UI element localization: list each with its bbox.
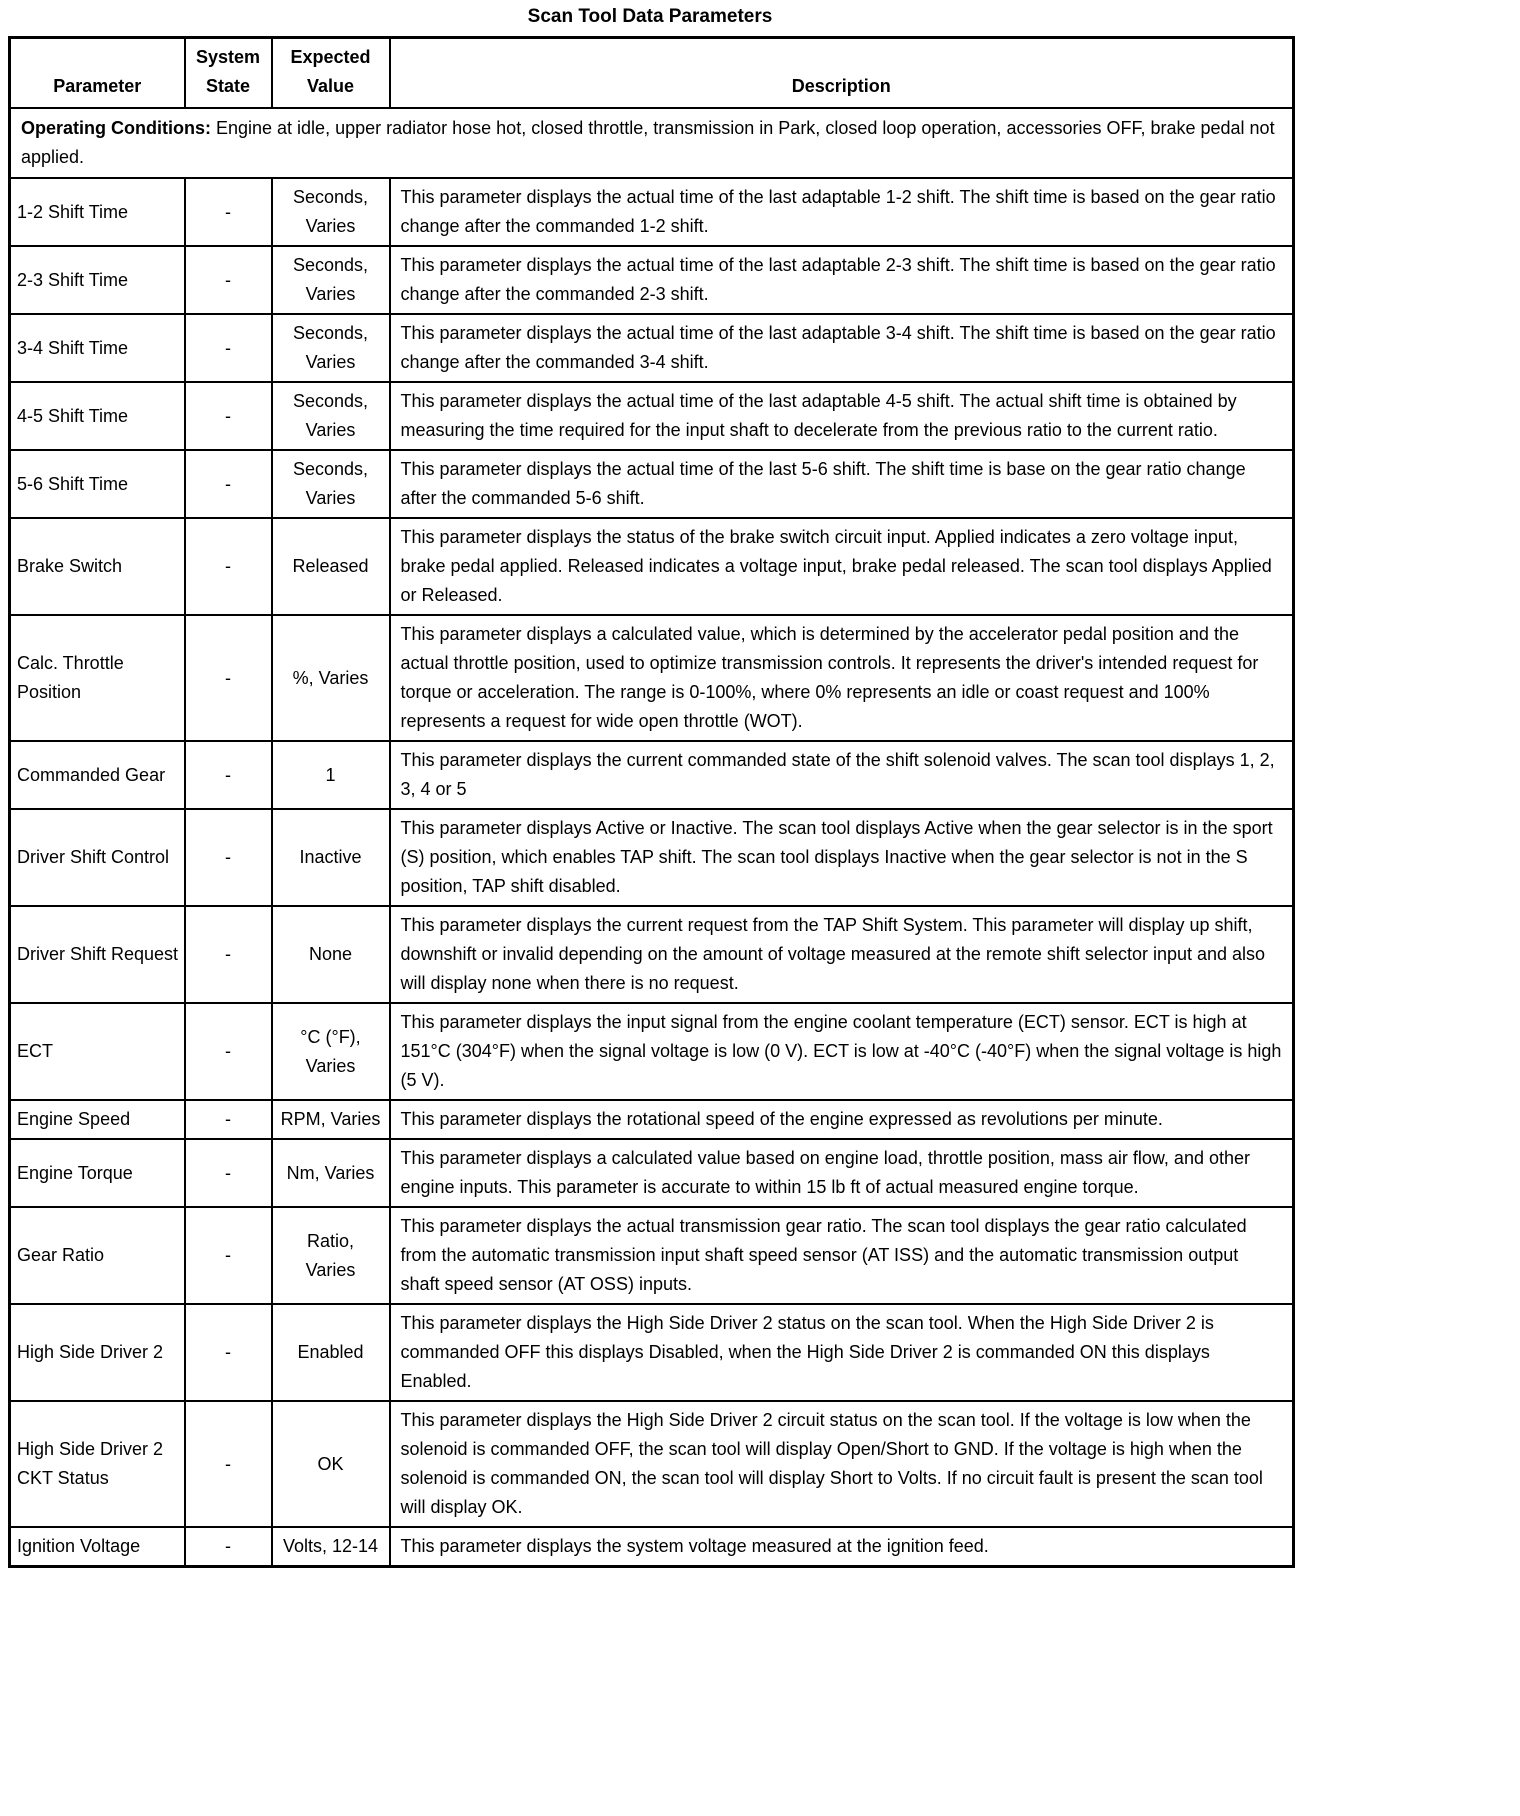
system-state-cell: - xyxy=(185,1100,272,1139)
system-state-cell: - xyxy=(185,1207,272,1304)
expected-value-cell: None xyxy=(272,906,390,1003)
parameter-cell: Driver Shift Control xyxy=(10,809,185,906)
description-cell: This parameter displays the actual time of the last adaptable 1-2 shift. The shift time is based on the gear ratio change after the commanded 1-2 shift. xyxy=(390,178,1294,246)
header-system-state: System State xyxy=(185,38,272,109)
expected-value-cell: Ratio, Varies xyxy=(272,1207,390,1304)
description-cell: This parameter displays a calculated value based on engine load, throttle position, mass air flow, and other engine inputs. This parameter is accurate to within 15 lb ft of actual measured engine torque. xyxy=(390,1139,1294,1207)
table-row xyxy=(10,178,1294,246)
system-state-cell: - xyxy=(185,450,272,518)
page-title: Scan Tool Data Parameters xyxy=(527,6,773,27)
system-state-cell: - xyxy=(185,518,272,615)
expected-value-cell: OK xyxy=(272,1401,390,1527)
description-cell: This parameter displays the current request from the TAP Shift System. This parameter will display up shift, downshift or invalid depending on the amount of voltage measured at the remote shift selector input and also will display none when there is no request. xyxy=(390,906,1294,1003)
system-state-cell: - xyxy=(185,1527,272,1567)
parameter-cell: 3-4 Shift Time xyxy=(10,314,185,382)
table-row xyxy=(10,741,1294,809)
operating-conditions-cell xyxy=(10,108,1294,178)
parameter-cell: Commanded Gear xyxy=(10,741,185,809)
description-cell: This parameter displays the High Side Driver 2 circuit status on the scan tool. If the voltage is low when the solenoid is commanded OFF, the scan tool will display Open/Short to GND. If the voltage is high when the solenoid is commanded ON, the scan tool will display Short to Volts. If no circuit fault is present the scan tool will display OK. xyxy=(390,1401,1294,1527)
description-cell: This parameter displays the actual transmission gear ratio. The scan tool displays the gear ratio calculated from the automatic transmission input shaft speed sensor (AT ISS) and the automatic transmission output shaft speed sensor (AT OSS) inputs. xyxy=(390,1207,1294,1304)
expected-value-cell: Enabled xyxy=(272,1304,390,1401)
expected-value-cell: 1 xyxy=(272,741,390,809)
table-row xyxy=(10,809,1294,906)
system-state-cell: - xyxy=(185,906,272,1003)
table-row xyxy=(10,1100,1294,1139)
expected-value-cell: °C (°F), Varies xyxy=(272,1003,390,1100)
expected-value-cell: Released xyxy=(272,518,390,615)
description-cell: This parameter displays the actual time of the last adaptable 4-5 shift. The actual shift time is obtained by measuring the time required for the input shaft to decelerate from the previous ratio to the current ratio. xyxy=(390,382,1294,450)
system-state-cell: - xyxy=(185,382,272,450)
description-cell: This parameter displays the actual time of the last adaptable 3-4 shift. The shift time is based on the gear ratio change after the commanded 3-4 shift. xyxy=(390,314,1294,382)
parameter-cell: Ignition Voltage xyxy=(10,1527,185,1567)
table-row xyxy=(10,1527,1294,1567)
parameter-cell: Gear Ratio xyxy=(10,1207,185,1304)
expected-value-cell: Seconds, Varies xyxy=(272,450,390,518)
parameter-cell: 5-6 Shift Time xyxy=(10,450,185,518)
operating-conditions-label: Operating Conditions: xyxy=(21,118,211,138)
description-cell: This parameter displays the High Side Driver 2 status on the scan tool. When the High Side Driver 2 is commanded OFF this displays Disabled, when the High Side Driver 2 is commanded ON this displays Enabled. xyxy=(390,1304,1294,1401)
parameter-cell: Calc. Throttle Position xyxy=(10,615,185,741)
table-row xyxy=(10,246,1294,314)
system-state-cell: - xyxy=(185,741,272,809)
expected-value-cell: Inactive xyxy=(272,809,390,906)
description-cell: This parameter displays the rotational speed of the engine expressed as revolutions per minute. xyxy=(390,1100,1294,1139)
system-state-cell: - xyxy=(185,314,272,382)
table-row xyxy=(10,1304,1294,1401)
expected-value-cell: Seconds, Varies xyxy=(272,178,390,246)
expected-value-cell: Seconds, Varies xyxy=(272,382,390,450)
scan-tool-data-table xyxy=(8,36,1295,1568)
table-row xyxy=(10,518,1294,615)
parameter-cell: Driver Shift Request xyxy=(10,906,185,1003)
table-row xyxy=(10,1139,1294,1207)
header-description: Description xyxy=(390,38,1294,109)
description-cell: This parameter displays a calculated value, which is determined by the accelerator pedal position and the actual throttle position, used to optimize transmission controls. It represents the driver's intended request for torque or acceleration. The range is 0-100%, where 0% represents an idle or coast request and 100% represents a request for wide open throttle (WOT). xyxy=(390,615,1294,741)
table-row xyxy=(10,314,1294,382)
table-row xyxy=(10,382,1294,450)
parameter-cell: High Side Driver 2 CKT Status xyxy=(10,1401,185,1527)
table-row xyxy=(10,1401,1294,1527)
parameter-cell: High Side Driver 2 xyxy=(10,1304,185,1401)
table-row xyxy=(10,906,1294,1003)
system-state-cell: - xyxy=(185,809,272,906)
expected-value-cell: %, Varies xyxy=(272,615,390,741)
expected-value-cell: Volts, 12-14 xyxy=(272,1527,390,1567)
system-state-cell: - xyxy=(185,1401,272,1527)
header-expected-value: Expected Value xyxy=(272,38,390,109)
header-row xyxy=(10,38,1294,109)
description-cell: This parameter displays the status of the brake switch circuit input. Applied indicates a zero voltage input, brake pedal applied. Released indicates a voltage input, brake pedal released. The scan tool displays Applied or Released. xyxy=(390,518,1294,615)
expected-value-cell: Seconds, Varies xyxy=(272,246,390,314)
table-row xyxy=(10,1207,1294,1304)
expected-value-cell: RPM, Varies xyxy=(272,1100,390,1139)
description-cell: This parameter displays the actual time of the last 5-6 shift. The shift time is base on the gear ratio change after the commanded 5-6 shift. xyxy=(390,450,1294,518)
parameter-cell: 2-3 Shift Time xyxy=(10,246,185,314)
system-state-cell: - xyxy=(185,246,272,314)
description-cell: This parameter displays the input signal from the engine coolant temperature (ECT) sensor. ECT is high at 151°C (304°F) when the signal voltage is low (0 V). ECT is low at -40°C (-40°F) when the signal voltage is high (5 V). xyxy=(390,1003,1294,1100)
description-cell: This parameter displays the current commanded state of the shift solenoid valves. The scan tool displays 1, 2, 3, 4 or 5 xyxy=(390,741,1294,809)
parameter-cell: ECT xyxy=(10,1003,185,1100)
expected-value-cell: Seconds, Varies xyxy=(272,314,390,382)
expected-value-cell: Nm, Varies xyxy=(272,1139,390,1207)
table-row xyxy=(10,1003,1294,1100)
header-parameter: Parameter xyxy=(10,38,185,109)
system-state-cell: - xyxy=(185,615,272,741)
parameter-cell: Engine Torque xyxy=(10,1139,185,1207)
system-state-cell: - xyxy=(185,178,272,246)
description-cell: This parameter displays the system voltage measured at the ignition feed. xyxy=(390,1527,1294,1567)
description-cell: This parameter displays Active or Inactive. The scan tool displays Active when the gear selector is in the sport (S) position, which enables TAP shift. The scan tool displays Inactive when the gear selector is not in the S position, TAP shift disabled. xyxy=(390,809,1294,906)
table-body xyxy=(10,108,1294,1567)
parameter-cell: Brake Switch xyxy=(10,518,185,615)
parameter-cell: 1-2 Shift Time xyxy=(10,178,185,246)
description-cell: This parameter displays the actual time of the last adaptable 2-3 shift. The shift time is based on the gear ratio change after the commanded 2-3 shift. xyxy=(390,246,1294,314)
system-state-cell: - xyxy=(185,1304,272,1401)
parameter-cell: Engine Speed xyxy=(10,1100,185,1139)
table-row xyxy=(10,450,1294,518)
table-row xyxy=(10,615,1294,741)
system-state-cell: - xyxy=(185,1003,272,1100)
parameter-cell: 4-5 Shift Time xyxy=(10,382,185,450)
system-state-cell: - xyxy=(185,1139,272,1207)
operating-conditions-text: Engine at idle, upper radiator hose hot, closed throttle, transmission in Park, closed loop operation, accessories OFF, brake pedal not applied. xyxy=(21,118,1275,167)
operating-conditions-row xyxy=(10,108,1294,178)
